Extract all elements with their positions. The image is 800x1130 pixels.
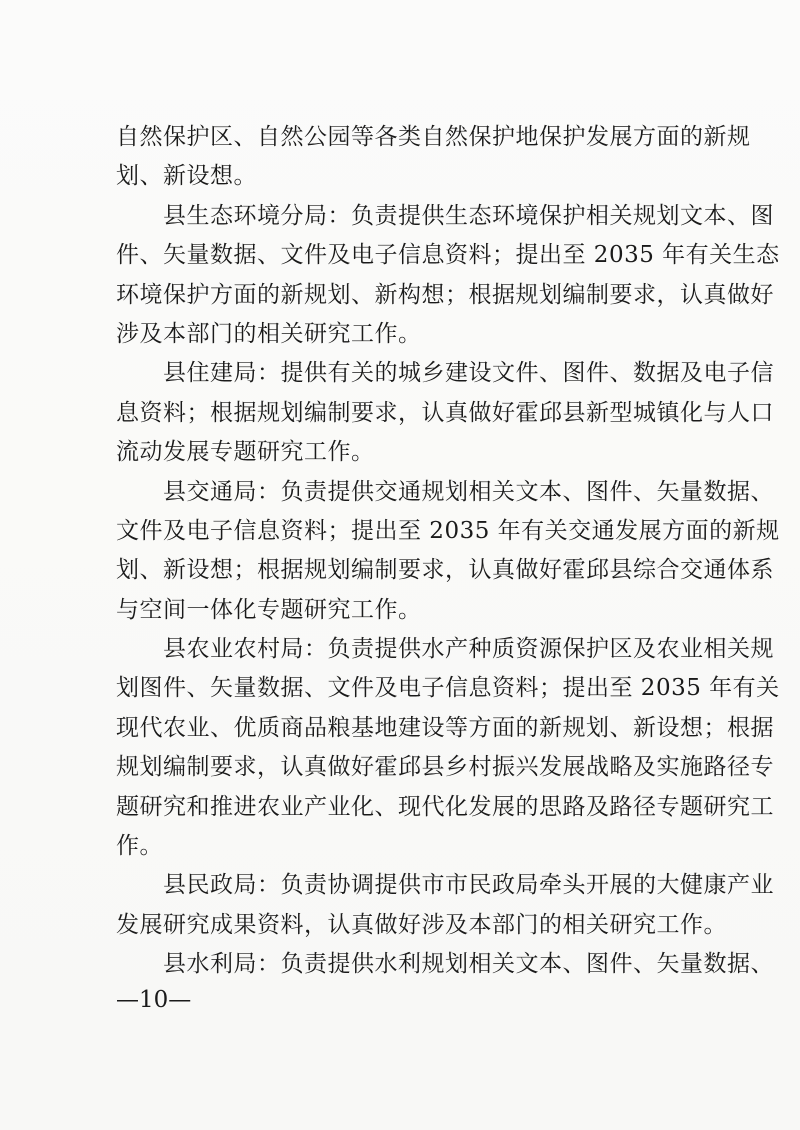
text-line: 发展研究成果资料，认真做好涉及本部门的相关研究工作。 (116, 911, 727, 938)
text-line: 题研究和推进农业产业化、现代化发展的思路及路径专题研究工 (116, 793, 774, 820)
text-line: 涉及本部门的相关研究工作。 (116, 320, 422, 347)
text-line: 环境保护方面的新规划、新构想；根据规划编制要求，认真做好 (116, 281, 774, 308)
page-number: —10— (116, 987, 192, 1013)
text-line: 县农业农村局：负责提供水产种质资源保护区及农业相关规 (116, 636, 774, 663)
text-line: 划图件、矢量数据、文件及电子信息资料；提出至 2035 年有关 (116, 675, 780, 702)
text-line: 划、新设想。 (116, 163, 257, 190)
text-line: 县住建局：提供有关的城乡建设文件、图件、数据及电子信 (116, 360, 774, 387)
text-line: 自然保护区、自然公园等各类自然保护地保护发展方面的新规 (116, 124, 751, 150)
text-line: 作。 (116, 833, 163, 860)
text-line: 息资料；根据规划编制要求，认真做好霍邱县新型城镇化与人口 (116, 399, 774, 426)
text-line: 文件及电子信息资料；提出至 2035 年有关交通发展方面的新规 (116, 517, 780, 544)
text-line: 县水利局：负责提供水利规划相关文本、图件、矢量数据、 (116, 951, 774, 978)
text-line: 划、新设想；根据规划编制要求，认真做好霍邱县综合交通体系 (116, 557, 774, 584)
text-line: 县生态环境分局：负责提供生态环境保护相关规划文本、图 (116, 202, 774, 229)
text-line: 流动发展专题研究工作。 (116, 439, 375, 466)
body-text (116, 118, 780, 985)
text-line: 现代农业、优质商品粮基地建设等方面的新规划、新设想；根据 (116, 714, 774, 741)
text-line: 县民政局：负责协调提供市市民政局牵头开展的大健康产业 (116, 872, 774, 899)
text-line: 与空间一体化专题研究工作。 (116, 596, 422, 623)
text-line: 规划编制要求，认真做好霍邱县乡村振兴发展战略及实施路径专 (116, 754, 774, 781)
text-line: 件、矢量数据、文件及电子信息资料；提出至 2035 年有关生态 (116, 242, 780, 269)
text-line: 县交通局：负责提供交通规划相关文本、图件、矢量数据、 (116, 478, 774, 505)
